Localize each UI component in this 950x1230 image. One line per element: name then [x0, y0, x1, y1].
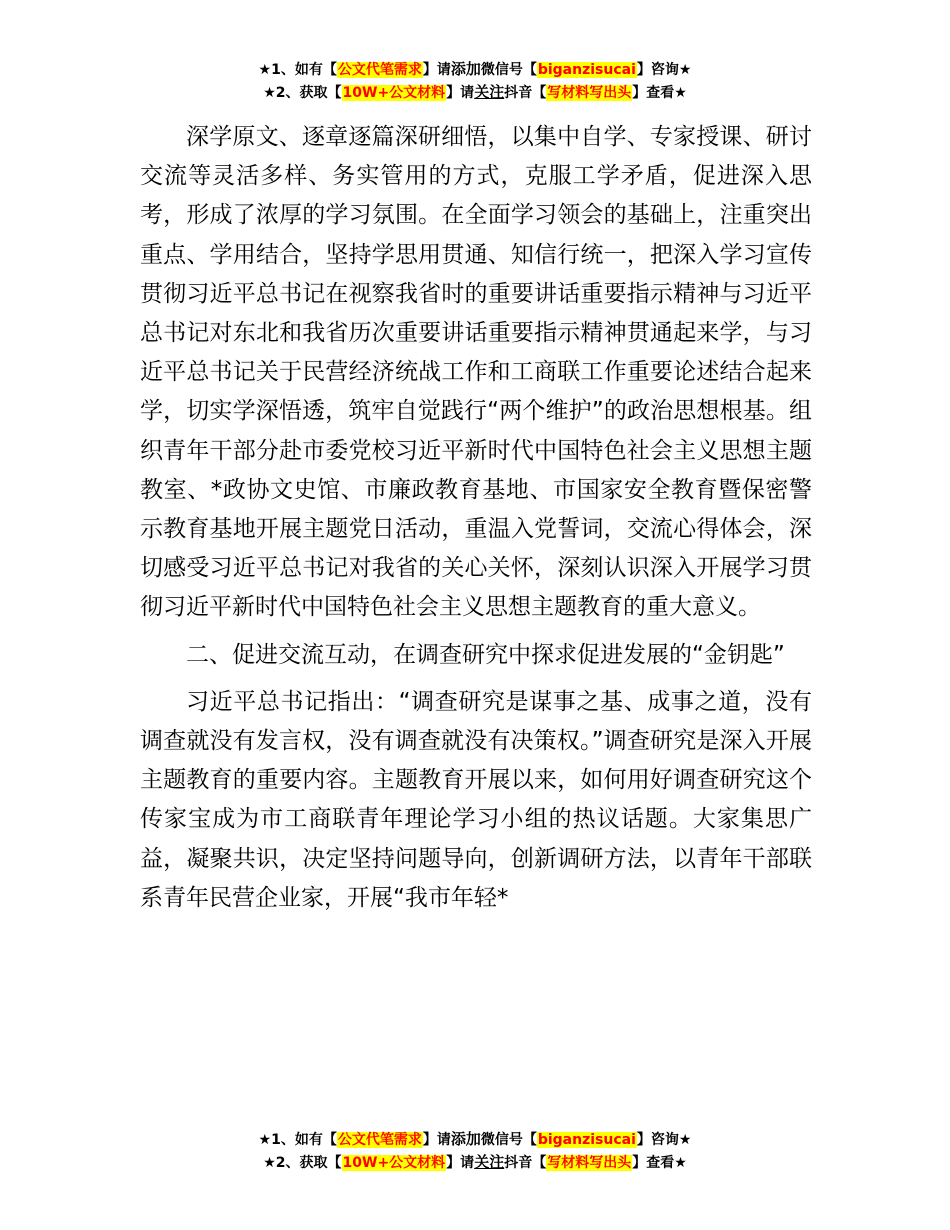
banner-text: 】咨询★	[636, 1132, 692, 1148]
banner-text: 】咨询★	[636, 62, 692, 78]
banner-text: 】请	[422, 62, 451, 78]
header-banner	[0, 58, 950, 104]
banner-text: ★1、如有【	[258, 62, 337, 78]
banner-text: 微信号【	[480, 62, 537, 78]
banner-line-2	[0, 1151, 950, 1174]
banner-emphasis: 添加	[450, 1130, 481, 1148]
paragraph-research: 习近平总书记指出：“调查研究是谋事之基、成事之道，没有调查就没有发言权，没有调查就没有决策权。”调查研究是深入开展主题教育的重要内容。主题教育开展以来，如何用好调查研究这个传家宝成为市工商联青年理论学习小组的热议话题。大家集思广益，凝聚共识，决定坚持问题导向，创新调研方法，以青年干部联系青年民营企业家，开展“我市年轻*	[140, 688, 812, 911]
banner-wechat-id: biganzisucai	[537, 62, 636, 78]
paragraph-study: 深学原文、逐章逐篇深研细悟，以集中自学、专家授课、研讨交流等灵活多样、务实管用的方式，克服工学矛盾，促进深入思考，形成了浓厚的学习氛围。在全面学习领会的基础上，注重突出重点、学用结合，坚持学思用贯通、知信行统一，把深入学习宣传贯彻习近平总书记在视察我省时的重要讲话重要指示精神与习近平总书记对东北和我省历次重要讲话重要指示精神贯通起来学，与习近平总书记关于民营经济统战工作和工商联工作重要论述结合起来学，切实学深悟透，筑牢自觉践行“两个维护”的政治思想根基。组织青年干部分赴市委党校习近平新时代中国特色社会主义思想主题教室、*政协文史馆、市廉政教育基地、市国家安全教育暨保密警示教育基地开展主题党日活动，重温入党誓词，交流心得体会，深切感受习近平总书记对我省的关心关怀，深刻认识深入开展学习贯彻习近平新时代中国特色社会主义思想主题教育的重大意义。	[140, 124, 812, 621]
document-body	[140, 118, 812, 918]
banner-line-1	[0, 1128, 950, 1151]
banner-highlight: 公文代笔需求	[337, 62, 422, 78]
banner-text: 】请	[446, 85, 475, 101]
banner-emphasis: 添加	[450, 60, 481, 78]
banner-line-1	[0, 58, 950, 81]
banner-emphasis: 关注	[474, 83, 505, 101]
banner-text: 】查看★	[632, 1155, 687, 1171]
banner-text: ★1、如有【	[258, 1132, 337, 1148]
banner-text: 】查看★	[632, 85, 687, 101]
banner-emphasis: 关注	[474, 1153, 505, 1171]
banner-line-2	[0, 81, 950, 104]
banner-highlight: 10W+公文材料	[342, 1155, 446, 1171]
banner-text: 】请	[446, 1155, 475, 1171]
banner-text: ★2、获取【	[263, 1155, 342, 1171]
banner-wechat-id: biganzisucai	[537, 1132, 636, 1148]
section-heading: 二、促进交流互动，在调查研究中探求促进发展的“金钥匙”	[186, 641, 785, 668]
banner-text: 微信号【	[480, 1132, 537, 1148]
banner-text: 】请	[422, 1132, 451, 1148]
banner-douyin-id: 写材料写出头	[547, 1155, 632, 1171]
banner-highlight: 10W+公文材料	[342, 85, 446, 101]
banner-douyin-id: 写材料写出头	[547, 85, 632, 101]
banner-highlight: 公文代笔需求	[337, 1132, 422, 1148]
banner-text: ★2、获取【	[263, 85, 342, 101]
banner-text: 抖音【	[504, 1155, 547, 1171]
footer-banner	[0, 1128, 950, 1174]
banner-text: 抖音【	[504, 85, 547, 101]
